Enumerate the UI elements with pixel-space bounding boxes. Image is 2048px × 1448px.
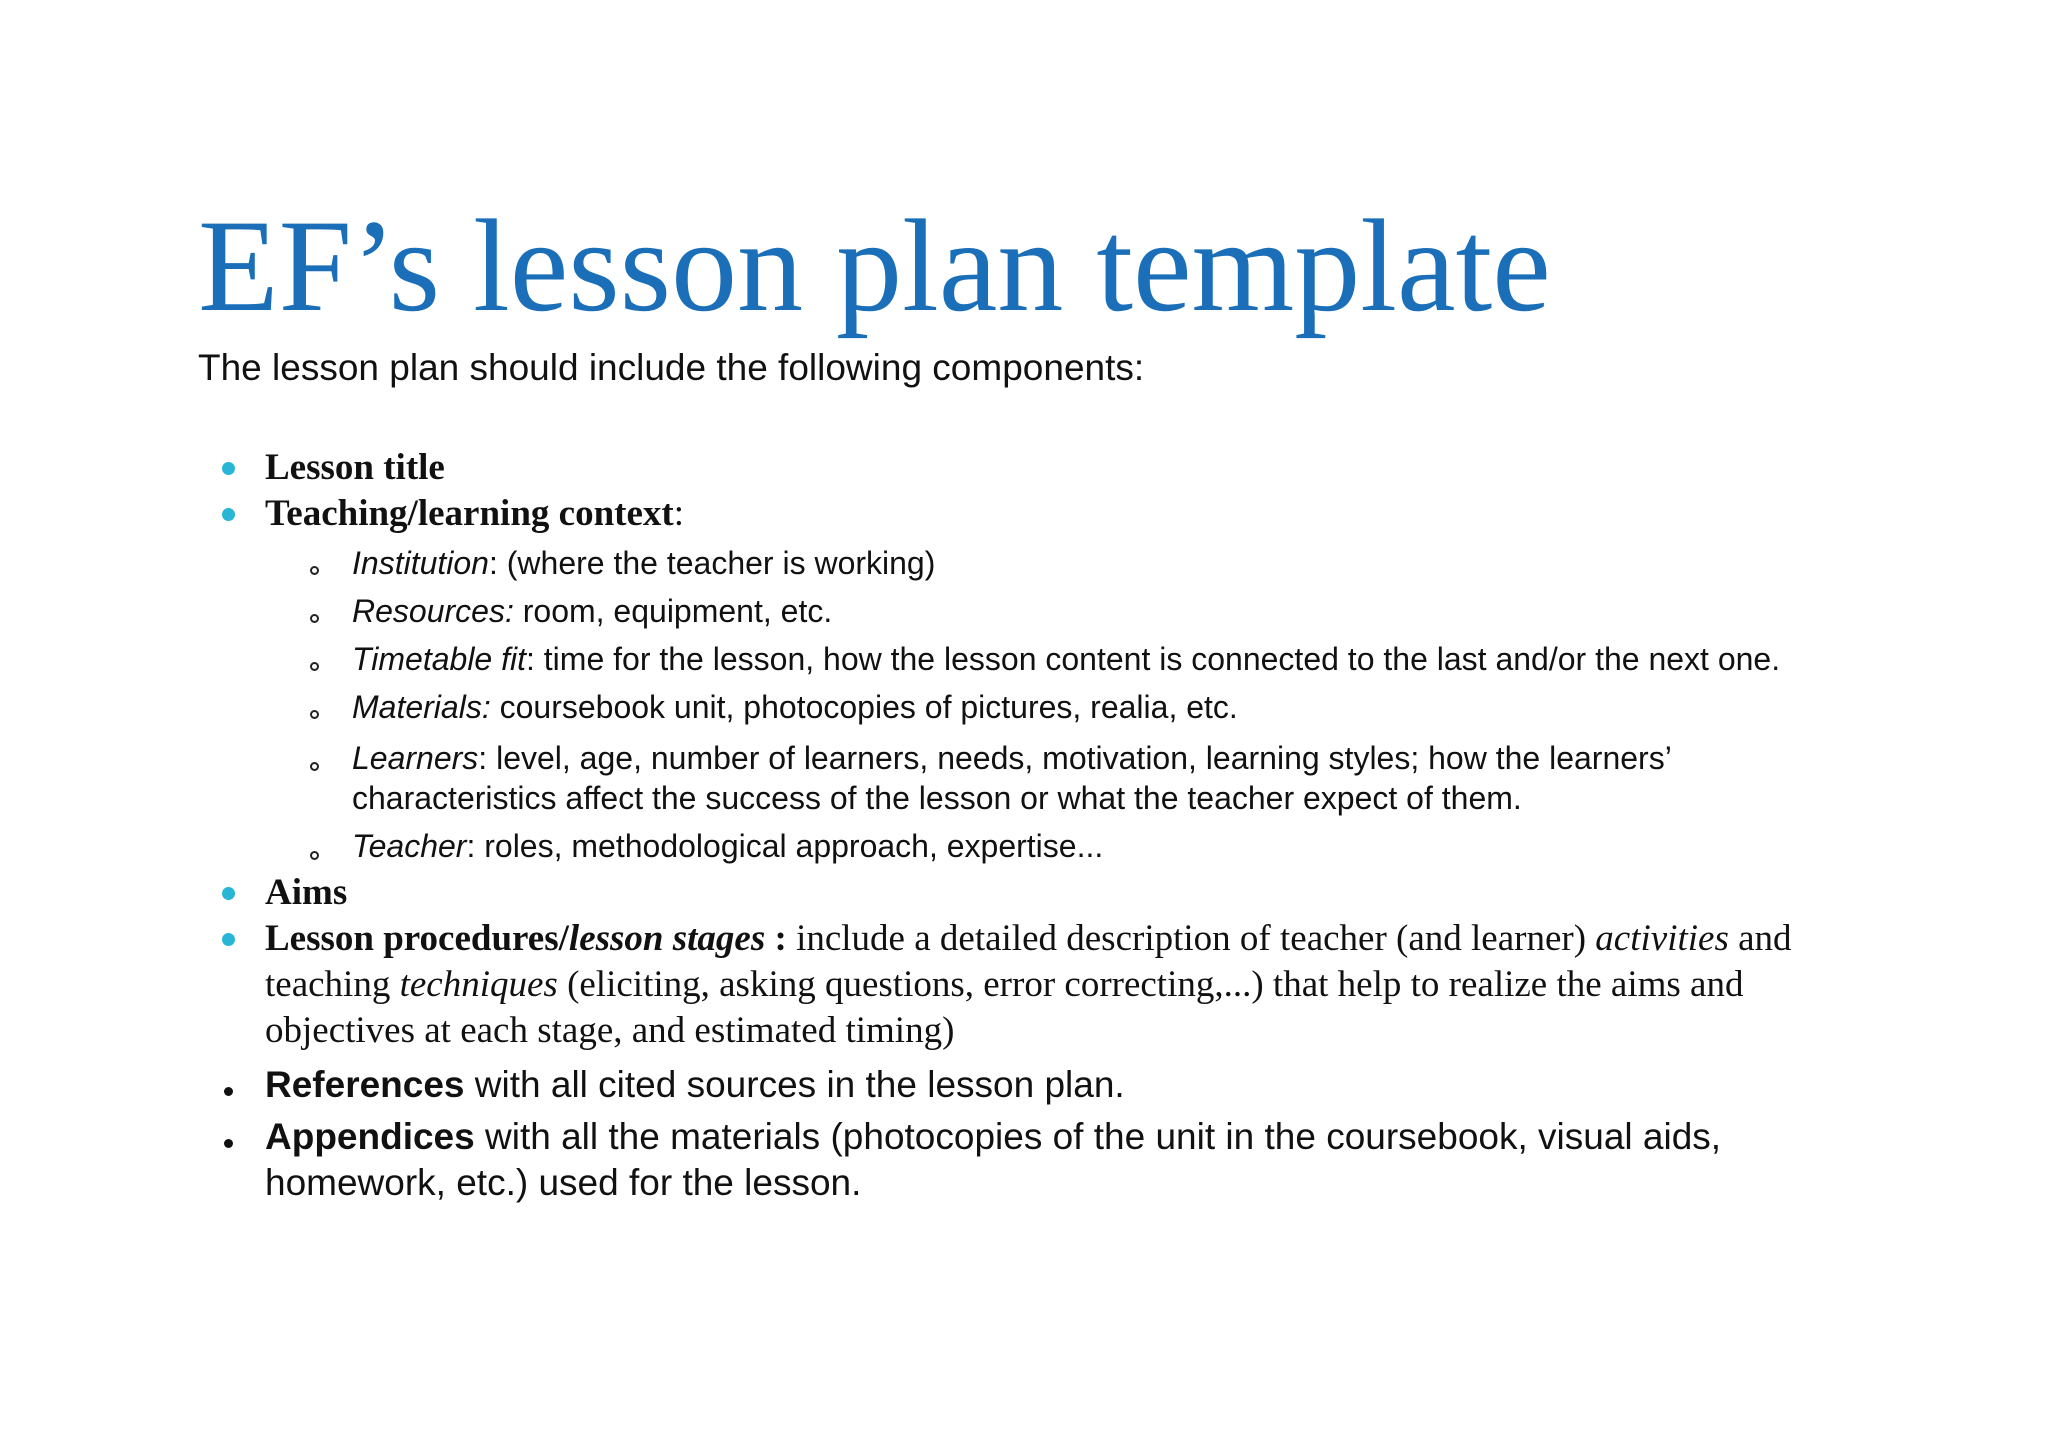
bullet-icon — [222, 887, 235, 900]
sub-bullet-icon — [310, 762, 319, 771]
bullet-icon — [222, 462, 235, 475]
materials-label: Materials: — [352, 689, 491, 725]
list-item-appendices — [265, 1114, 1721, 1160]
procedures-techniques: techniques — [399, 964, 558, 1005]
sub-bullet-icon — [310, 710, 319, 719]
context-colon: : — [673, 493, 684, 534]
list-item-lesson-title — [265, 445, 445, 491]
context-label: Teaching/learning context — [265, 493, 674, 534]
appendices-text-line2: homework, etc.) used for the lesson. — [265, 1162, 862, 1203]
institution-text: : (where the teacher is working) — [488, 545, 936, 581]
learners-text-line2: characteristics affect the success of the lesson or what the teacher expect of them. — [352, 780, 1522, 816]
references-label: References — [265, 1064, 465, 1105]
subitem-timetable — [352, 639, 1780, 679]
list-item-context — [265, 491, 684, 537]
subitem-resources — [352, 591, 832, 631]
page-title: EF’s lesson plan template — [198, 192, 1551, 339]
lesson-title-label: Lesson title — [265, 447, 445, 488]
bullet-icon — [224, 1087, 233, 1096]
bullet-icon — [222, 933, 235, 946]
appendices-label: Appendices — [265, 1116, 475, 1157]
procedures-line2-start: teaching — [265, 964, 400, 1005]
bullet-icon — [224, 1139, 233, 1148]
list-item-procedures — [265, 916, 1792, 962]
procedures-label: Lesson procedures/ — [265, 918, 569, 959]
timetable-text: : time for the lesson, how the lesson content is connected to the last and/or the next one. — [526, 641, 1781, 677]
learners-text-line1: : level, age, number of learners, needs, motivation, learning styles; how the learners’ — [478, 740, 1672, 776]
procedures-activities: activities — [1595, 918, 1729, 959]
appendices-line-2 — [265, 1160, 861, 1206]
learners-label: Learners — [352, 740, 479, 776]
procedures-line2-end: (eliciting, asking questions, error correcting,...) that help to realize the aims and — [557, 964, 1744, 1005]
procedures-colon: : — [765, 918, 787, 959]
resources-text: room, equipment, etc. — [513, 593, 833, 629]
sub-bullet-icon — [310, 662, 319, 671]
teacher-label: Teacher — [352, 828, 467, 864]
timetable-label: Timetable fit — [352, 641, 526, 677]
procedures-line1-end: and — [1728, 918, 1792, 959]
list-item-references — [265, 1062, 1125, 1108]
bullet-icon — [222, 508, 235, 521]
resources-label: Resources: — [352, 593, 514, 629]
teacher-text: : roles, methodological approach, expertise... — [466, 828, 1104, 864]
procedures-line3: objectives at each stage, and estimated timing) — [265, 1010, 955, 1051]
list-item-aims — [265, 870, 347, 916]
procedures-line1: include a detailed description of teacher (and learner) — [786, 918, 1596, 959]
subitem-institution — [352, 543, 935, 583]
references-text: with all cited sources in the lesson plan. — [464, 1064, 1125, 1105]
sub-bullet-icon — [310, 566, 319, 575]
procedures-line-3 — [265, 1008, 954, 1054]
subitem-materials — [352, 687, 1238, 727]
materials-text: coursebook unit, photocopies of pictures, realia, etc. — [490, 689, 1238, 725]
sub-bullet-icon — [310, 851, 319, 860]
subitem-learners — [352, 738, 1672, 778]
subitem-teacher — [352, 826, 1103, 866]
subitem-learners-continued — [352, 778, 1522, 818]
aims-label: Aims — [265, 872, 348, 913]
intro-text: The lesson plan should include the following components: — [198, 347, 1145, 388]
procedures-line-2 — [265, 962, 1743, 1008]
sub-bullet-icon — [310, 614, 319, 623]
institution-label: Institution — [352, 545, 489, 581]
procedures-label-italic: lesson stages — [568, 918, 766, 959]
appendices-text-line1: with all the materials (photocopies of the unit in the coursebook, visual aids, — [474, 1116, 1722, 1157]
